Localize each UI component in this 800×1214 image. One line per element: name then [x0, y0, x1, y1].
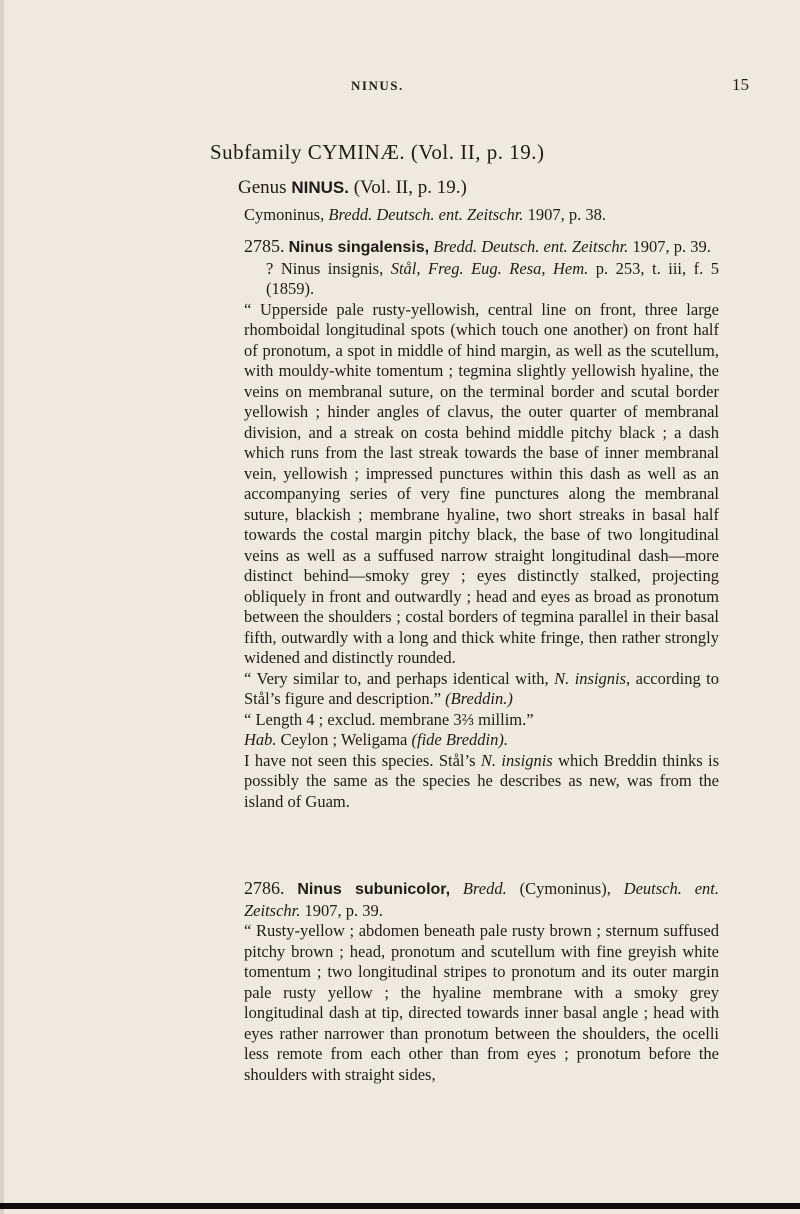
species-citation: Bredd. Deutsch. ent. Zeitschr.: [433, 237, 629, 256]
species-similarity-note: “ Very similar to, and perhaps identical with, N. insignis, according to Stål’s figure and description.” (Breddin.): [244, 668, 720, 708]
species-number: 2785.: [244, 236, 285, 256]
genus-name: NINUS.: [291, 178, 349, 197]
genus-synonym: Cymoninus, Bredd. Deutsch. ent. Zeitschr. 1907, p. 38.: [244, 205, 606, 224]
genus-heading: [238, 177, 467, 199]
page-header: [0, 75, 800, 108]
author-note: I have not seen this species. Stål’s N. insignis which Breddin thinks is possibly the same as the species he describes as new, was from the island of Guam.: [244, 750, 720, 811]
species-heading: 2786. Ninus subunicolor, Bredd. (Cymoninus), Deutsch. ent. Zeitschr. 1907, p. 39.: [244, 878, 719, 920]
running-title: NINUS.: [351, 78, 404, 93]
genus-ref: (Vol. II, p. 19.): [353, 177, 467, 198]
species-name: Ninus singalensis,: [288, 239, 430, 256]
subfamily-heading: Subfamily CYMINÆ. (Vol. II, p. 19.): [210, 140, 545, 164]
species-description: “ Rusty-yellow ; abdomen beneath pale rusty brown ; sternum suffused pitchy brown ; head, pronotum and scutellum with fine greyish white tomentum ; two longitudinal stripes to pronotum and its outer margin pale rusty yellow ; the hyaline membrane with a smoky grey longitudinal dash at tip, directed towards inner basal angle ; head with eyes rather narrower than pronotum between the shoulders, the ocelli less remote from each other than from eyes ; pronotum before the shoulders with straight sides,: [244, 921, 719, 1084]
page-number: 15: [732, 75, 749, 94]
species-heading: 2785. Ninus singalensis, Bredd. Deutsch. ent. Zeitschr. 1907, p. 39.: [244, 236, 711, 256]
page-edge: [0, 0, 4, 1214]
species-synonym: ? Ninus insignis, Stål, Freg. Eug. Resa, Hem. p. 253, t. iii, f. 5 (1859).: [266, 258, 719, 298]
genus-prefix: Genus: [238, 177, 287, 198]
species-entry-2785: [244, 236, 719, 812]
species-number: 2786.: [244, 878, 285, 898]
species-description: “ Upperside pale rusty-yellowish, central line on front, three large rhomboidal longitudinal spots (which touch one another) on front half of pronotum, a spot in middle of hind margin, as well as the scutellum, with mouldy-white tomentum ; tegmina slightly yellowish hyaline, the veins on membranal suture, on the terminal border and scutal border yellowish ; hinder angles of clavus, the outer quarter of membranal division, and a streak on costa behind middle pitchy black ; a dash which runs from the last streak towards the base of inner membranal vein, yellowish ; impressed punctures within this dash as well as an accompanying series of very fine punctures along the membranal suture, blackish ; membrane hyaline, two short streaks in basal half towards the costal margin pitchy black, the base of two longitudinal veins as well as a suffused narrow straight longitudinal dash—more distinct behind—smoky grey ; eyes distinctly stalked, projecting obliquely in front and outwardly ; head and eyes as broad as pronotum between the shoulders ; costal borders of tegmina parallel in their basal fifth, outwardly with a long and thick white fringe, then rather strongly widened and distinctly rounded.: [244, 299, 719, 667]
species-entry-2786: [244, 878, 719, 1085]
species-length: “ Length 4 ; exclud. membrane 3⅔ millim.”: [244, 709, 534, 729]
page-bottom-edge: [0, 1203, 800, 1209]
species-habitat: Hab. Ceylon ; Weligama (fide Breddin).: [244, 730, 509, 749]
species-name: Ninus subunicolor,: [297, 881, 451, 898]
